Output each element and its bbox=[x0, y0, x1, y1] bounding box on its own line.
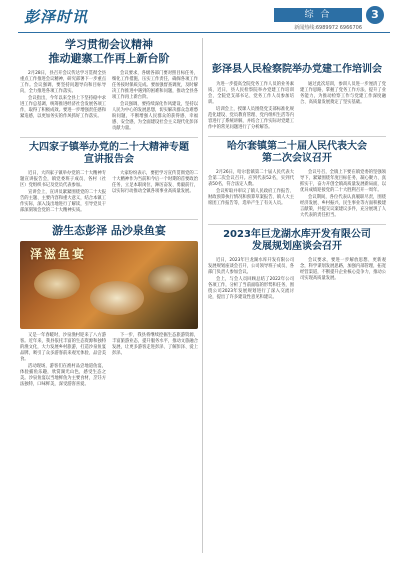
paragraph: 2月26日，哈尔套镇第二十届人民代表大会第二次会议召开。应到代表52名，实到代表50名，符合法定人数。 bbox=[208, 169, 294, 187]
article-separator bbox=[208, 224, 386, 225]
article-body bbox=[208, 258, 386, 302]
paragraph: 近日，2023年巨龙湖水库开发有限公司发展规划座谈会召开，公司领导班子成员、各部门负责人参加会议。 bbox=[208, 257, 294, 275]
masthead bbox=[18, 6, 390, 32]
article-reservoir-company bbox=[208, 229, 386, 302]
paragraph: 会议听取并审议了镇人民政府工作报告、财政预算执行情况和预算草案报告、镇人大主席团工作报告等，选举产生了有关人员。 bbox=[208, 188, 294, 206]
paragraph: 通过此次培训，参训人员进一步厘清了党建工作思路，掌握了党务工作方法，提升了业务能力，为推动检察工作与党建工作深度融合、高质量发展奠定了坚实基础。 bbox=[300, 81, 386, 105]
photo-caption: 泽滋鱼宴 bbox=[30, 247, 87, 262]
article-body bbox=[20, 171, 198, 215]
headline-line: 发展规划座谈会召开 bbox=[252, 241, 342, 252]
paragraph: 下一步，我县将继续挖掘生态旅游资源，丰富旅游业态，提升服务水平，推动文旅融合发展，让更多游客走进彭泽、了解彭泽、爱上彭泽。 bbox=[112, 333, 198, 357]
dish-plate bbox=[34, 269, 80, 299]
headline-line: 宣讲报告会 bbox=[84, 154, 134, 165]
headline-line: 哈尔套镇第二十届人民代表大会 bbox=[227, 140, 367, 152]
article-separator bbox=[20, 219, 198, 220]
fish-feast-photo bbox=[20, 241, 198, 329]
headline-line: 学习贯彻会议精神 bbox=[65, 38, 153, 51]
left-column bbox=[20, 38, 198, 389]
paragraph: 会议强调，要持续深化作风建设，坚持以人民为中心的发展思想，切实解决群众急难愁盼问题，不断增强人民群众的获得感、幸福感、安全感，为全面建设社会主义现代化彭泽贡献力量。 bbox=[112, 101, 198, 131]
paragraph: 大家纷纷表示，要把学习宣传贯彻党的二十大精神作为当前和今后一个时期的首要政治任务，立足本职岗位，踔厉奋发、勇毅前行，以实际行动推动全镇各项事业高质量发展。 bbox=[112, 170, 198, 194]
article-body bbox=[208, 82, 386, 132]
article-body bbox=[20, 333, 198, 389]
masthead-rule bbox=[18, 32, 390, 33]
dish-plate bbox=[148, 265, 188, 293]
headline-line: 第二次会议召开 bbox=[262, 153, 332, 164]
article-lecture bbox=[20, 142, 198, 215]
paragraph: 会议指出，今年以来全县上下坚持稳中求进工作总基调，统筹推进经济社会发展各项工作，取得了积极成效。要进一步增强责任感和紧迫感，以更加务实的作风抓好工作落实。 bbox=[20, 95, 106, 119]
column-divider bbox=[202, 38, 203, 553]
section-tag: 综 合 bbox=[274, 8, 362, 22]
paragraph: 会议要求，各级各部门要对照目标任务，细化工作措施，压实工作责任，确保各项工作任务按时保质完成。要加强督查调度，及时解决工作推进中遇到的困难和问题，推动全县各项工作再上新台阶。 bbox=[112, 70, 198, 100]
article-fish-feast bbox=[20, 224, 198, 390]
dish-plate bbox=[90, 281, 144, 315]
article-headline: 游生态彭泽 品沙泉鱼宴 bbox=[52, 223, 166, 237]
article-headline bbox=[208, 141, 386, 166]
article-body bbox=[208, 170, 386, 220]
headline-line: 大四家子镇举办党的二十大精神专题 bbox=[29, 141, 189, 153]
article-separator bbox=[208, 136, 386, 137]
paragraph: 会议期间，各位代表认真履职尽责，围绕经济发展、乡村振兴、民生事业等方面积极建言献策，共提交议案建议多件，充分展现了人大代表的责任担当。 bbox=[300, 194, 386, 218]
paragraph: 活动现场，游客们在渔村品尝地道鱼宴，体验捕鱼乐趣，欣赏湖光山色，感受生态之美。沙泉鱼宴以当地鲜鱼为主要食材，烹饪方法独特，口味鲜美，深受游客喜爱。 bbox=[20, 364, 106, 388]
article-headline bbox=[20, 142, 198, 167]
issue-info: 新闻热线:6989972 6966706 bbox=[294, 25, 362, 31]
masthead-logo: 彭泽时讯 bbox=[24, 8, 89, 26]
paragraph: 会议要求，要进一步解放思想、更新观念，科学谋划发展思路，加强内部管理，拓宽经营渠道，不断提升企业核心竞争力，推动公司实现高质量发展。 bbox=[300, 257, 386, 281]
paragraph: 宣讲会上，宣讲员紧紧围绕党的二十大报告的主题、主要内容和重大意义，结合本镇工作实际，深入浅出地进行了解读，引导党员干部深刻领会党的二十大精神实质。 bbox=[20, 189, 106, 213]
paragraph: 2月28日，县召开会议传达学习贯彻全县重点工作推进会议精神，研究部署下一步重点工作。会议强调，要坚持问题导向和目标导向，全力推进各项工作落实。 bbox=[20, 70, 106, 94]
article-headline bbox=[20, 38, 198, 66]
article-study-meeting bbox=[20, 38, 198, 133]
article-peoples-congress bbox=[208, 141, 386, 220]
article-separator bbox=[20, 137, 198, 138]
article-headline bbox=[208, 229, 386, 254]
headline-line: 推动避寨工作再上新台阶 bbox=[48, 51, 170, 65]
paragraph: 为进一步提高全院党务工作人员的业务素质，近日，县人民检察院举办党建工作培训会，全院党支部书记、党务工作人员参加培训。 bbox=[208, 81, 294, 105]
article-headline: 彭泽县人民检察院举办党建工作培训会 bbox=[212, 64, 382, 75]
paragraph: 近日，大四家子镇举办党的二十大精神专题宣讲报告会，镇党委班子成员、各村（社区）党组织书记及党员代表参加。 bbox=[20, 170, 106, 188]
headline-line: 2023年巨龙湖水库开发有限公司 bbox=[223, 228, 371, 240]
article-procuratorate-training bbox=[208, 38, 386, 132]
paragraph: 培训会上，授课人员围绕党支部标准化规范化建设、党员教育管理、党内组织生活等内容进行了系统讲解，并结合工作实际对党建工作中的常见问题进行了分析解答。 bbox=[208, 106, 294, 130]
paragraph: 会上，与会人员回顾总结了2022年公司各项工作，分析了当前面临的形势和任务，围绕公司2023年发展规划进行了深入交流讨论，提出了许多建设性意见和建议。 bbox=[208, 276, 294, 300]
right-column bbox=[208, 38, 386, 302]
paragraph: 会议号召，全镇上下要在镇党委的坚强领导下，紧紧围绕年度目标任务，凝心聚力、真抓实干，奋力开创全镇高质量发展新局面，以优异成绩迎接党的二十大胜利召开一周年。 bbox=[300, 169, 386, 193]
page-number-badge: 3 bbox=[366, 6, 384, 24]
article-body bbox=[20, 71, 198, 133]
paragraph: 又是一年春暖时，沙泉渔村迎来了八方游客。近年来，我县依托丰富的生态资源和独特的渔文化，大力发展乡村旅游，打造沙泉鱼宴品牌，吸引了众多游客前来观光体验、品尝美食。 bbox=[20, 333, 106, 363]
